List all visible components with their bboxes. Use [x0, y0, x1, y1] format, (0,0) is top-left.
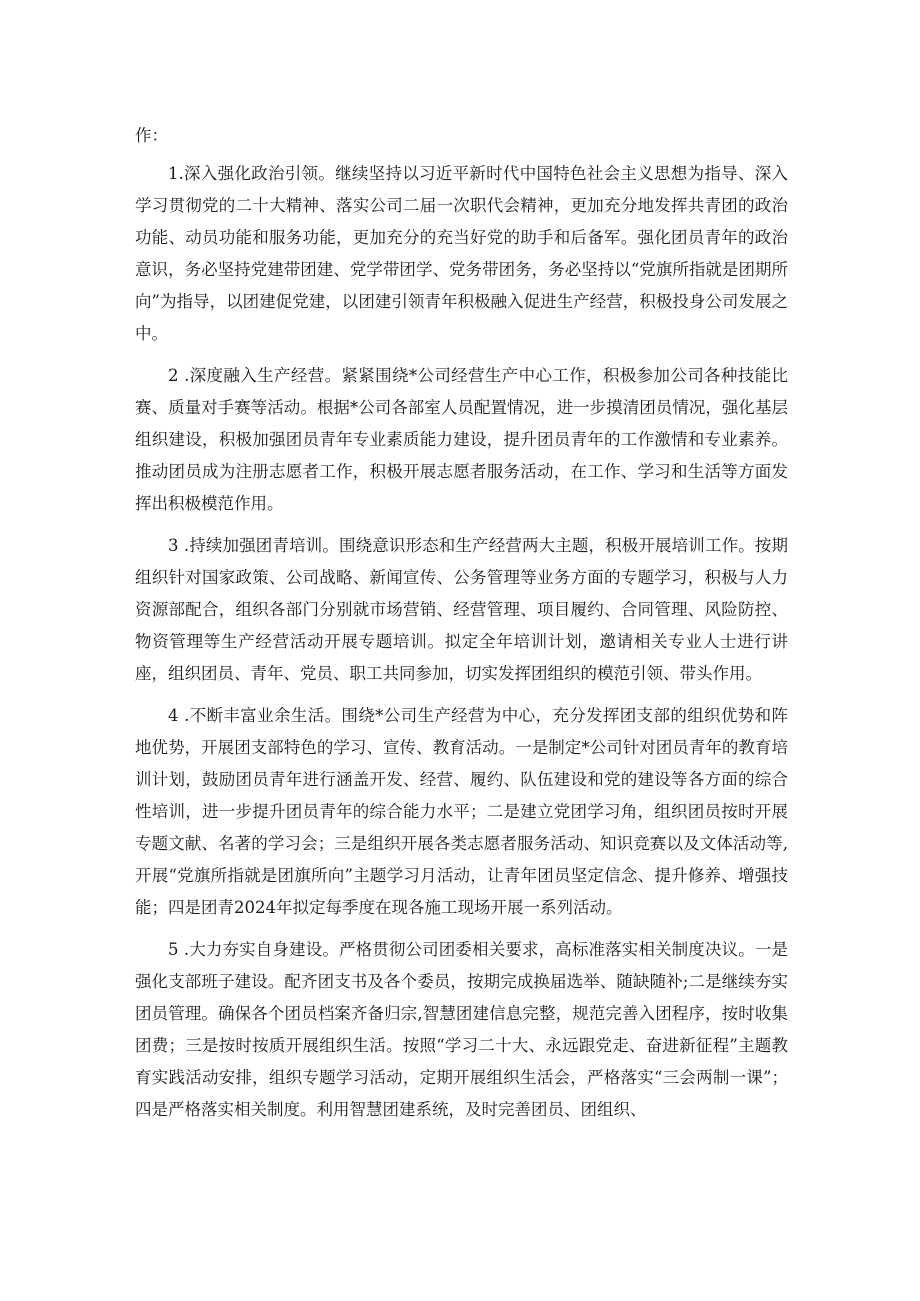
paragraph-4-leisure-life: 4 .不断丰富业余生活。围绕*公司生产经营为中心，充分发挥团支部的组织优势和阵地优势，开展团支部特色的学习、宣传、教育活动。一是制定*公司针对团员青年的教育培训计划，鼓励团员青年进行涵盖开发、经营、履约、队伍建设和党的建设等各方面的综合性培训，进一步提升团员青年的综合能力水平；二是建立党团学习角，组织团员按时开展专题文献、名著的学习会；三是组织开展各类志愿者服务活动、知识竞赛以及文体活动等,开展“党旗所指就是团旗所向”主题学习月活动，让青年团员坚定信念、提升修养、增强技能；四是团青2024年拟定每季度在现各施工现场开展一系列活动。 — [135, 706, 788, 917]
document-body — [135, 120, 788, 1136]
paragraph-3-youth-training: 3 .持续加强团青培训。围绕意识形态和生产经营两大主题，积极开展培训工作。按期组织针对国家政策、公司战略、新闻宣传、公务管理等业务方面的专题学习，积极与人力资源部配合，组织各部门分别就市场营销、经营管理、项目履约、合同管理、风险防控、物资管理等生产经营活动开展专题培训。拟定全年培训计划，邀请相关专业人士进行讲座，组织团员、青年、党员、职工共同参加，切实发挥团组织的模范引领、带头作用。 — [135, 536, 788, 683]
lead-fragment: 作： — [135, 126, 168, 145]
paragraph-1-political-guidance: 1.深入强化政治引领。继续坚持以习近平新时代中国特色社会主义思想为指导、深入学习贯彻党的二十大精神、落实公司二届一次职代会精神，更加充分地发挥共青团的政治功能、动员功能和服务功能，更加充分的充当好党的助手和后备军。强化团员青年的政治意识，务必坚持党建带团建、党学带团学、党务带团务，务必坚持以“党旗所指就是团期所向”为指导，以团建促党建，以团建引领青年积极融入促进生产经营，积极投身公司发展之中。 — [135, 164, 788, 343]
paragraph-5-self-construction: 5 .大力夯实自身建设。严格贯彻公司团委相关要求，高标准落实相关制度决议。一是强化支部班子建设。配齐团支书及各个委员，按期完成换届选举、随缺随补;二是继续夯实团员管理。确保各个团员档案齐备归宗,智慧团建信息完整，规范完善入团程序，按时收集团费；三是按时按质开展组织生活。按照“学习二十大、永远跟党走、奋进新征程”主题教育实践活动安排，组织专题学习活动，定期开展组织生活会，严格落实“三会两制一课”；四是严格落实相关制度。利用智慧团建系统，及时完善团员、团组织、 — [135, 940, 788, 1119]
paragraph-2-production-operation: 2 .深度融入生产经营。紧紧围绕*公司经营生产中心工作，积极参加公司各种技能比赛、质量对手赛等活动。根据*公司各部室人员配置情况，进一步摸清团员情况，强化基层组织建设，积极加强团员青年专业素质能力建设，提升团员青年的工作激情和专业素养。推动团员成为注册志愿者工作，积极开展志愿者服务活动，在工作、学习和生活等方面发挥出积极模范作用。 — [135, 366, 788, 513]
